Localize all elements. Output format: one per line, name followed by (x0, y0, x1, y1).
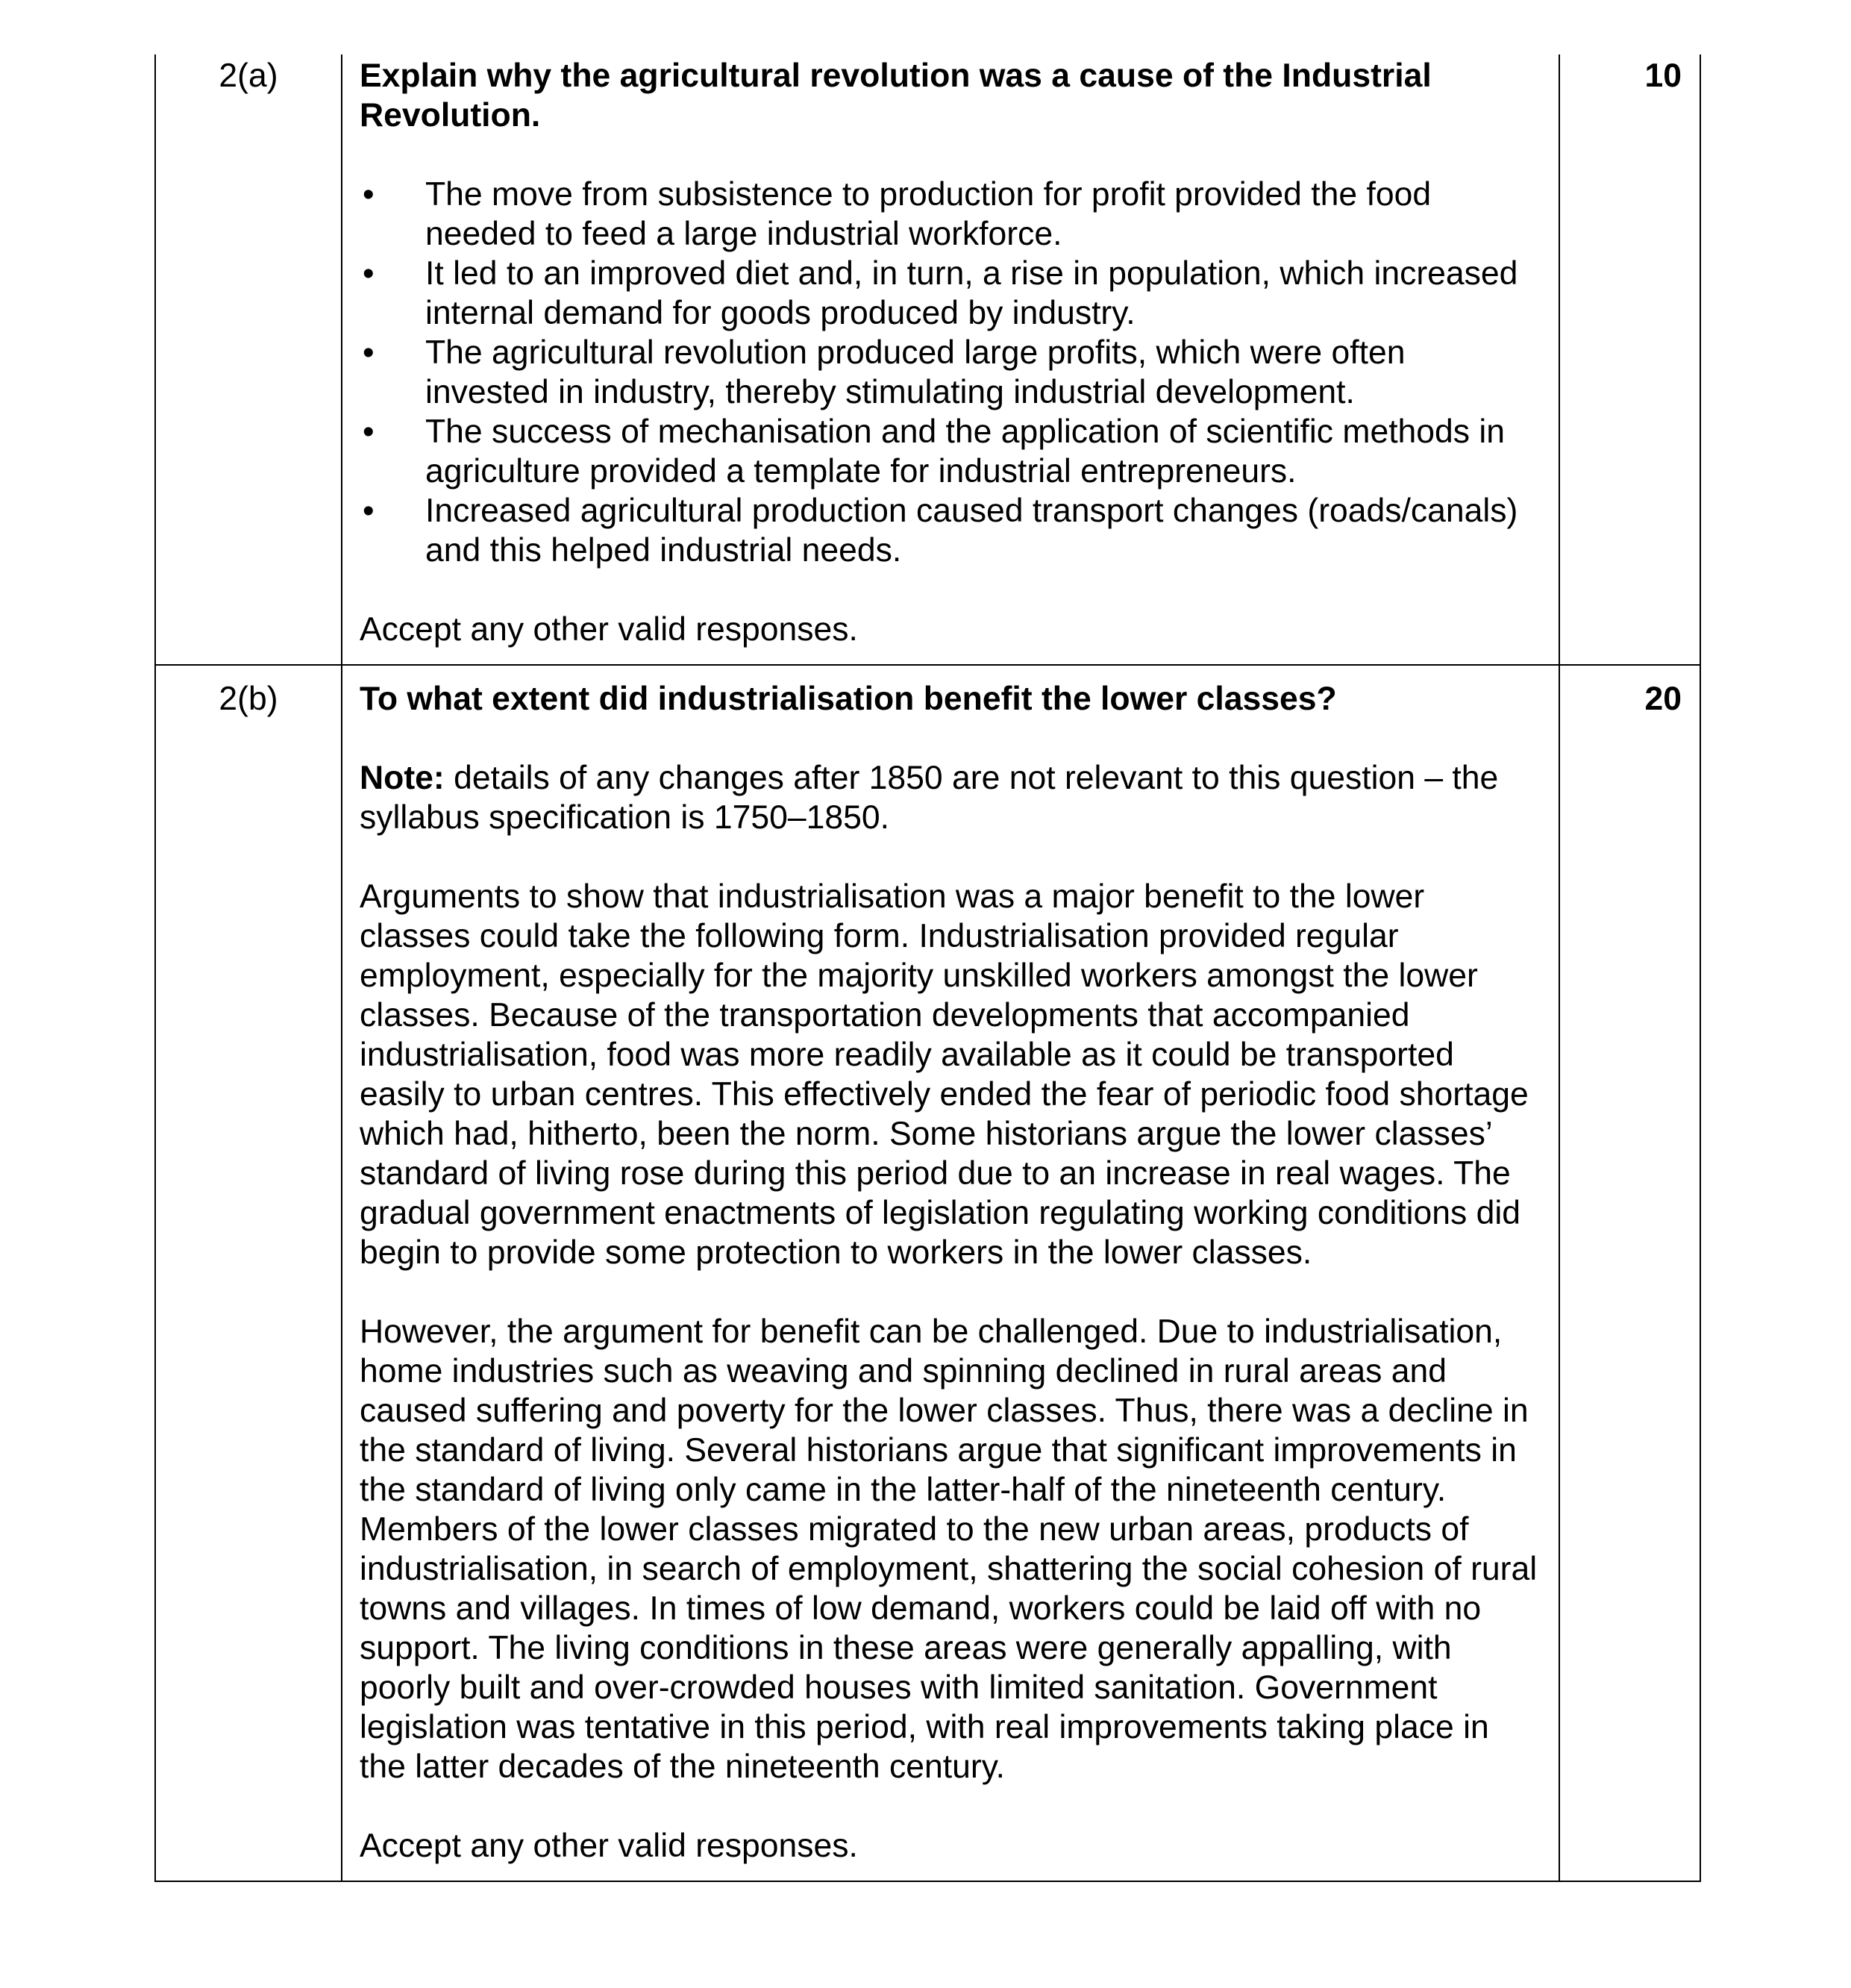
point-text: Increased agricultural production caused transport changes (roads/canals) and this helped industrial needs. (425, 493, 1518, 569)
list-item (360, 254, 1538, 333)
note-text: details of any changes after 1850 are not relevant to this question – the syllabus specification is 1750–1850. (360, 760, 1499, 836)
indicative-points-list (360, 175, 1538, 570)
question-text: To what extent did industrialisation benefit the lower classes? (360, 681, 1337, 717)
bullet-icon: • (363, 176, 375, 213)
marks-value: 10 (1644, 57, 1682, 94)
point-text: The agricultural revolution produced large profits, which were often invested in industry, thereby stimulating industrial development. (425, 334, 1406, 410)
question-text: Explain why the agricultural revolution was a cause of the Industrial Revolution. (360, 57, 1432, 134)
bullet-icon: • (363, 493, 375, 529)
accept-other-responses-text: Accept any other valid responses. (360, 1828, 858, 1864)
answer-guidance-cell (342, 54, 1559, 665)
question-number: 2(b) (219, 681, 278, 717)
note-paragraph (360, 758, 1538, 837)
point-text: The move from subsistence to production for profit provided the food needed to feed a large industrial workforce. (425, 176, 1432, 252)
bullet-icon: • (363, 255, 375, 292)
answer-guidance-cell (342, 665, 1559, 1881)
list-item (360, 333, 1538, 412)
question-number-cell (155, 665, 342, 1881)
mark-scheme-table (154, 54, 1701, 1882)
question-row-2b (155, 665, 1700, 1881)
note-label: Note: (360, 760, 445, 796)
benefit-argument-paragraph: Arguments to show that industrialisation was a major benefit to the lower classes could take the following form. Industrialisation provided regular employment, especially for the majority unskilled workers amongst the lower classes. Because of the transportation developments that accompanied industrialisation, food was more readily available as it could be transported easily to urban centres. This effectively ended the fear of periodic food shortage which had, hitherto, been the norm. Some historians argue the lower classes’ standard of living rose during this period due to an increase in real wages. The gradual government enactments of legislation regulating working conditions did begin to provide some protection to workers in the lower classes. (360, 878, 1529, 1271)
marks-cell (1559, 54, 1700, 665)
accept-other-responses-text: Accept any other valid responses. (360, 611, 858, 648)
list-item (360, 175, 1538, 254)
counter-argument-paragraph: However, the argument for benefit can be challenged. Due to industrialisation, home industries such as weaving and spinning declined in rural areas and caused suffering and poverty for the lower classes. Thus, there was a decline in the standard of living. Several historians argue that significant improvements in the standard of living only came in the latter-half of the nineteenth century. Members of the lower classes migrated to the new urban areas, products of industrialisation, in search of employment, shattering the social cohesion of rural towns and villages. In times of low demand, workers could be laid off with no support. The living conditions in these areas were generally appalling, with poorly built and over-crowded houses with limited sanitation. Government legislation was tentative in this period, with real improvements taking place in the latter decades of the nineteenth century. (360, 1313, 1538, 1785)
marks-cell (1559, 665, 1700, 1881)
bullet-icon: • (363, 413, 375, 450)
question-number-cell (155, 54, 342, 665)
bullet-icon: • (363, 334, 375, 371)
question-number: 2(a) (219, 57, 278, 94)
list-item (360, 491, 1538, 570)
point-text: The success of mechanisation and the application of scientific methods in agriculture provided a template for industrial entrepreneurs. (425, 413, 1506, 490)
question-row-2a (155, 54, 1700, 665)
marks-value: 20 (1644, 681, 1682, 717)
list-item (360, 412, 1538, 491)
point-text: It led to an improved diet and, in turn, a rise in population, which increased internal demand for goods produced by industry. (425, 255, 1518, 331)
